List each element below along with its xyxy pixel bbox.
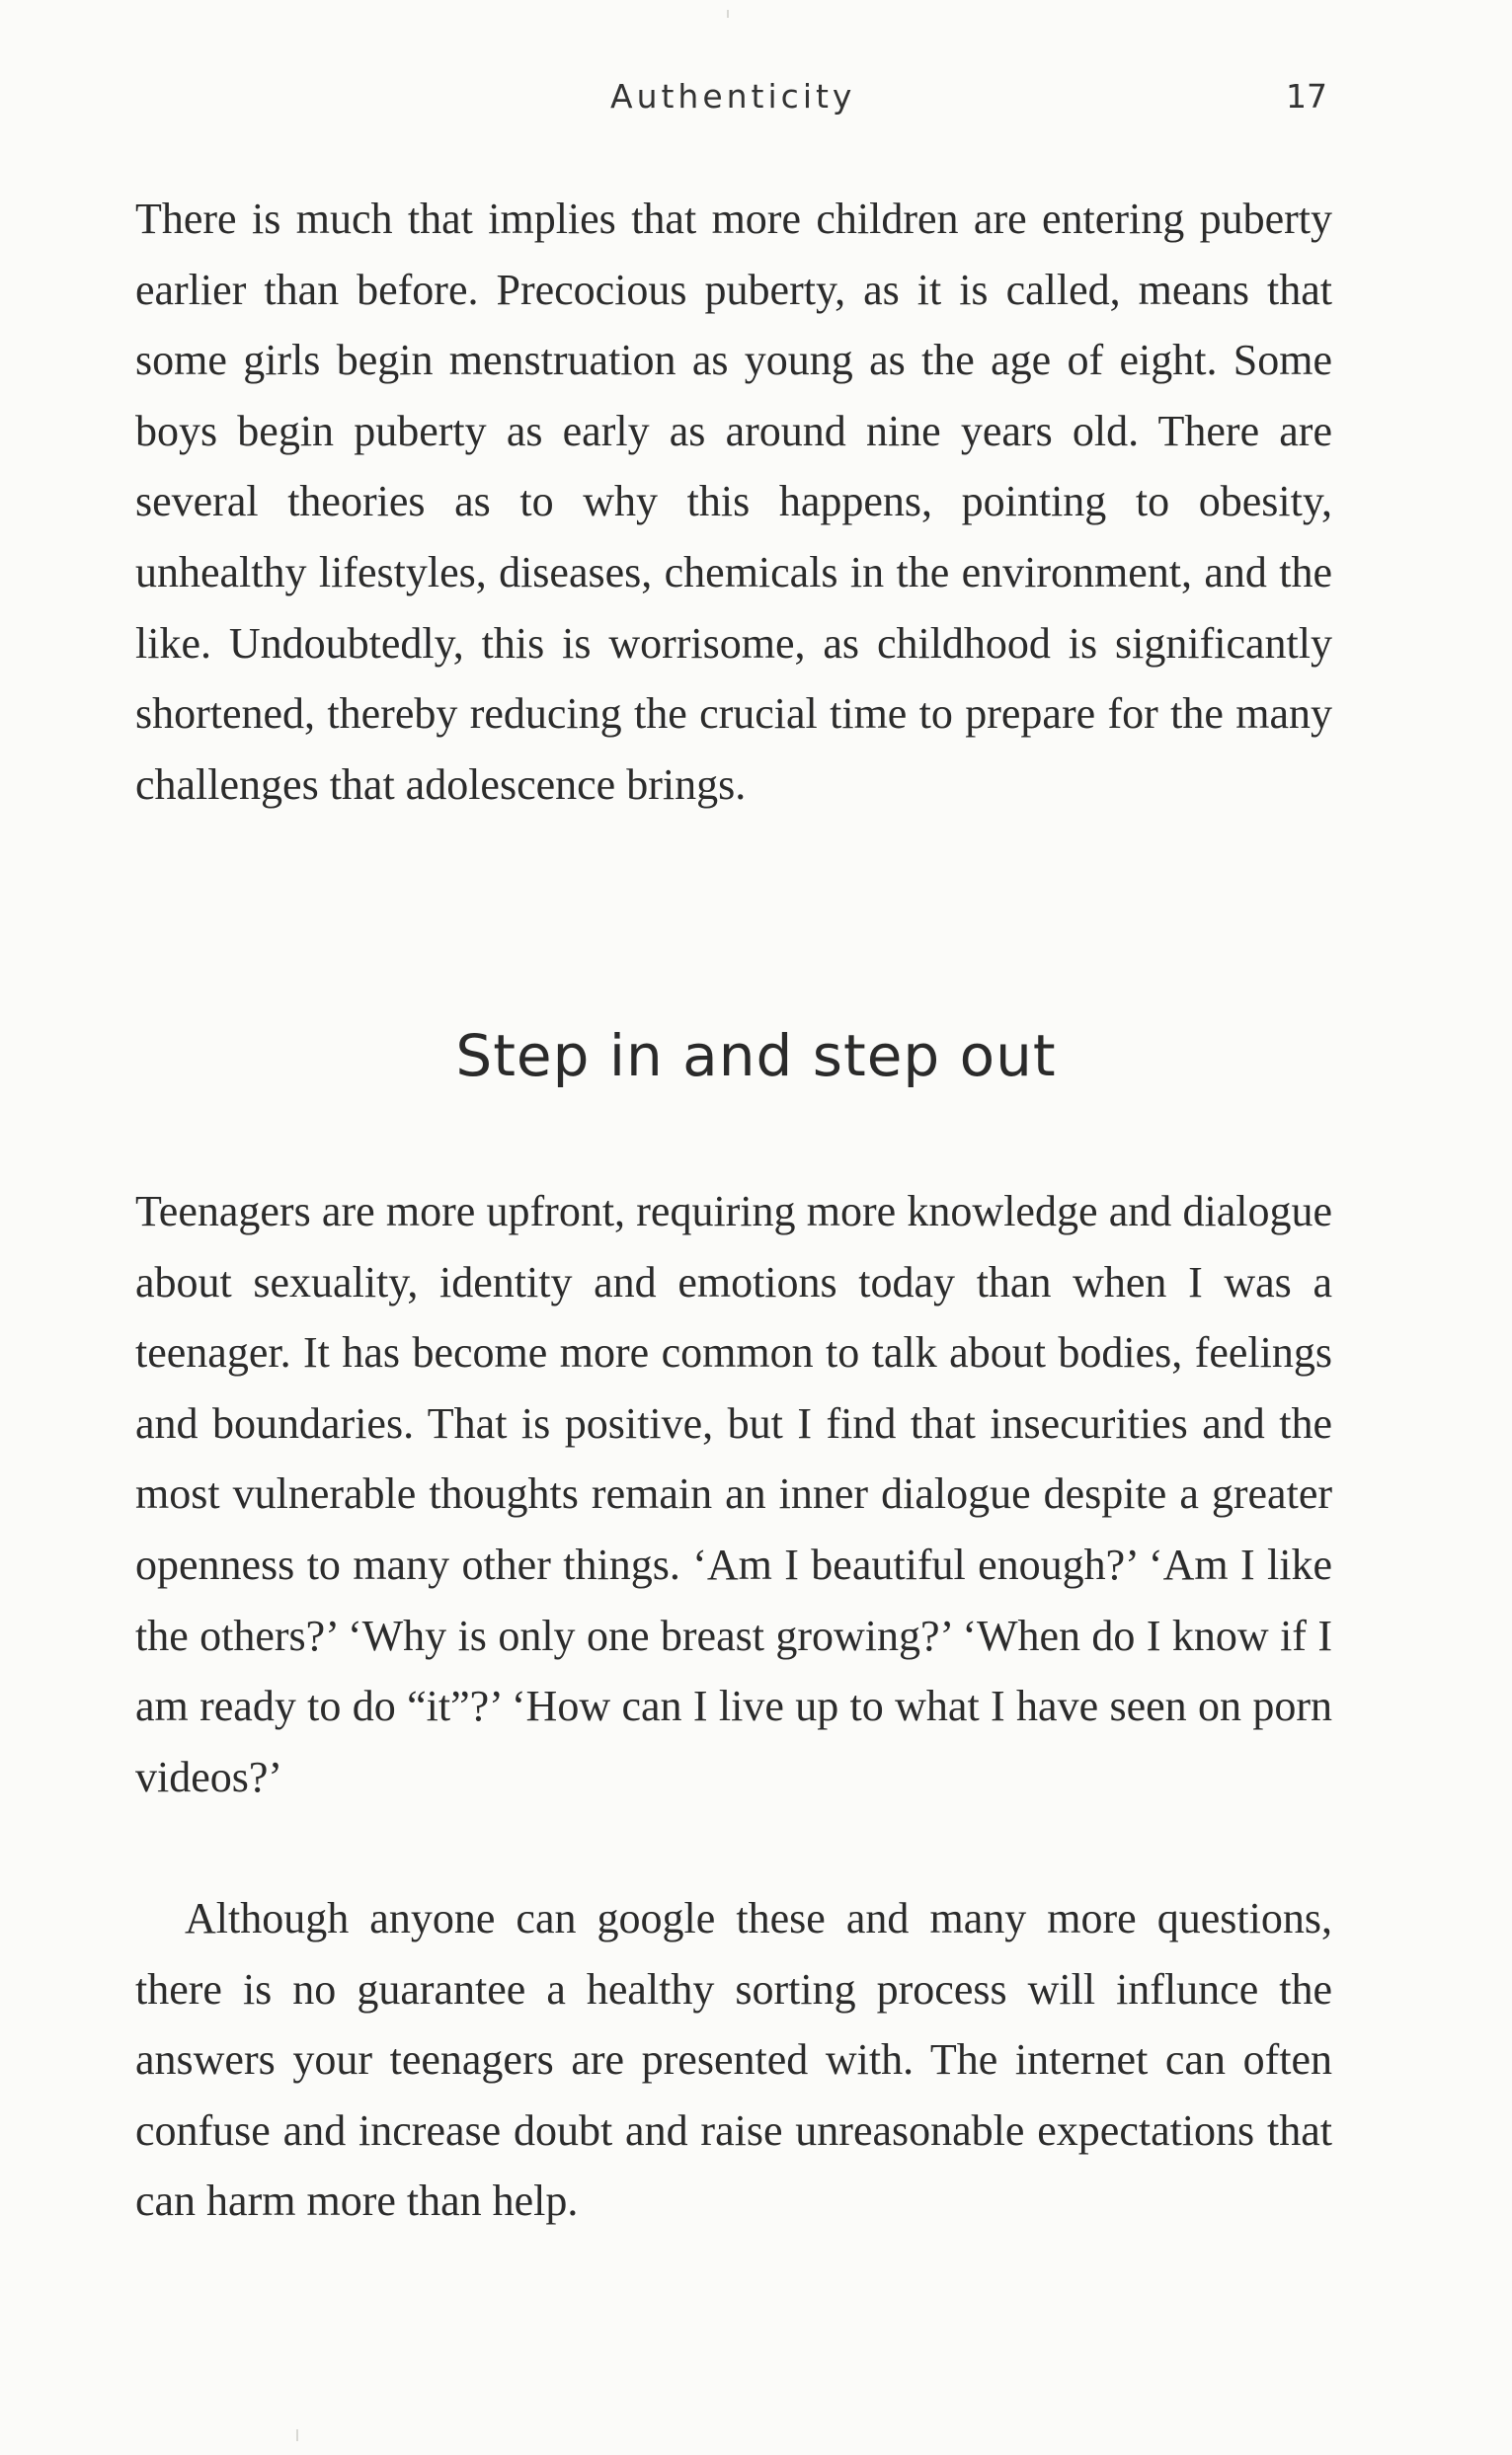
scan-artifact: [296, 2429, 298, 2441]
running-title: Authenticity: [610, 77, 856, 116]
paragraph-internet: Although anyone can google these and many more questions, there is no guarantee a healthy sorting process will influnce the answers your teenagers are presented with. The internet can often confuse and increase doubt and raise unreasonable expectations that can harm more than help.: [135, 1894, 1332, 2226]
scan-artifact: [727, 10, 729, 18]
paragraph-teenagers: Teenagers are more upfront, requiring more knowledge and dialogue about sexuality, identity and emotions today than when I was a teenager. It has become more common to talk about bodies, feelings and boundaries. That is positive, but I find that insecurities and the most vulnerable thoughts remain an inner dialogue despite a greater openness to many other things. ‘Am I beautiful enough?’ ‘Am I like the others?’ ‘Why is only one breast growing?’ ‘When do I know if I am ready to do “it”?’ ‘How can I live up to what I have seen on porn videos?’: [135, 1187, 1332, 1801]
paragraph-puberty: There is much that implies that more children are entering puberty earlier than before. Precocious puberty, as it is called, means that some girls begin menstruation as young as the age of eight. Some boys begin puberty as early as around nine years old. There are several theories as to why this happens, pointing to obesity, unhealthy lifestyles, diseases, chemicals in the environment, and the like. Undoubtedly, this is worrisome, as childhood is significantly shortened, thereby reducing the crucial time to prepare for the many challenges that adolescence brings.: [135, 195, 1332, 809]
section-heading: Step in and step out: [455, 1022, 1057, 1089]
running-head: [0, 77, 1512, 120]
page-number: 17: [1286, 77, 1327, 116]
